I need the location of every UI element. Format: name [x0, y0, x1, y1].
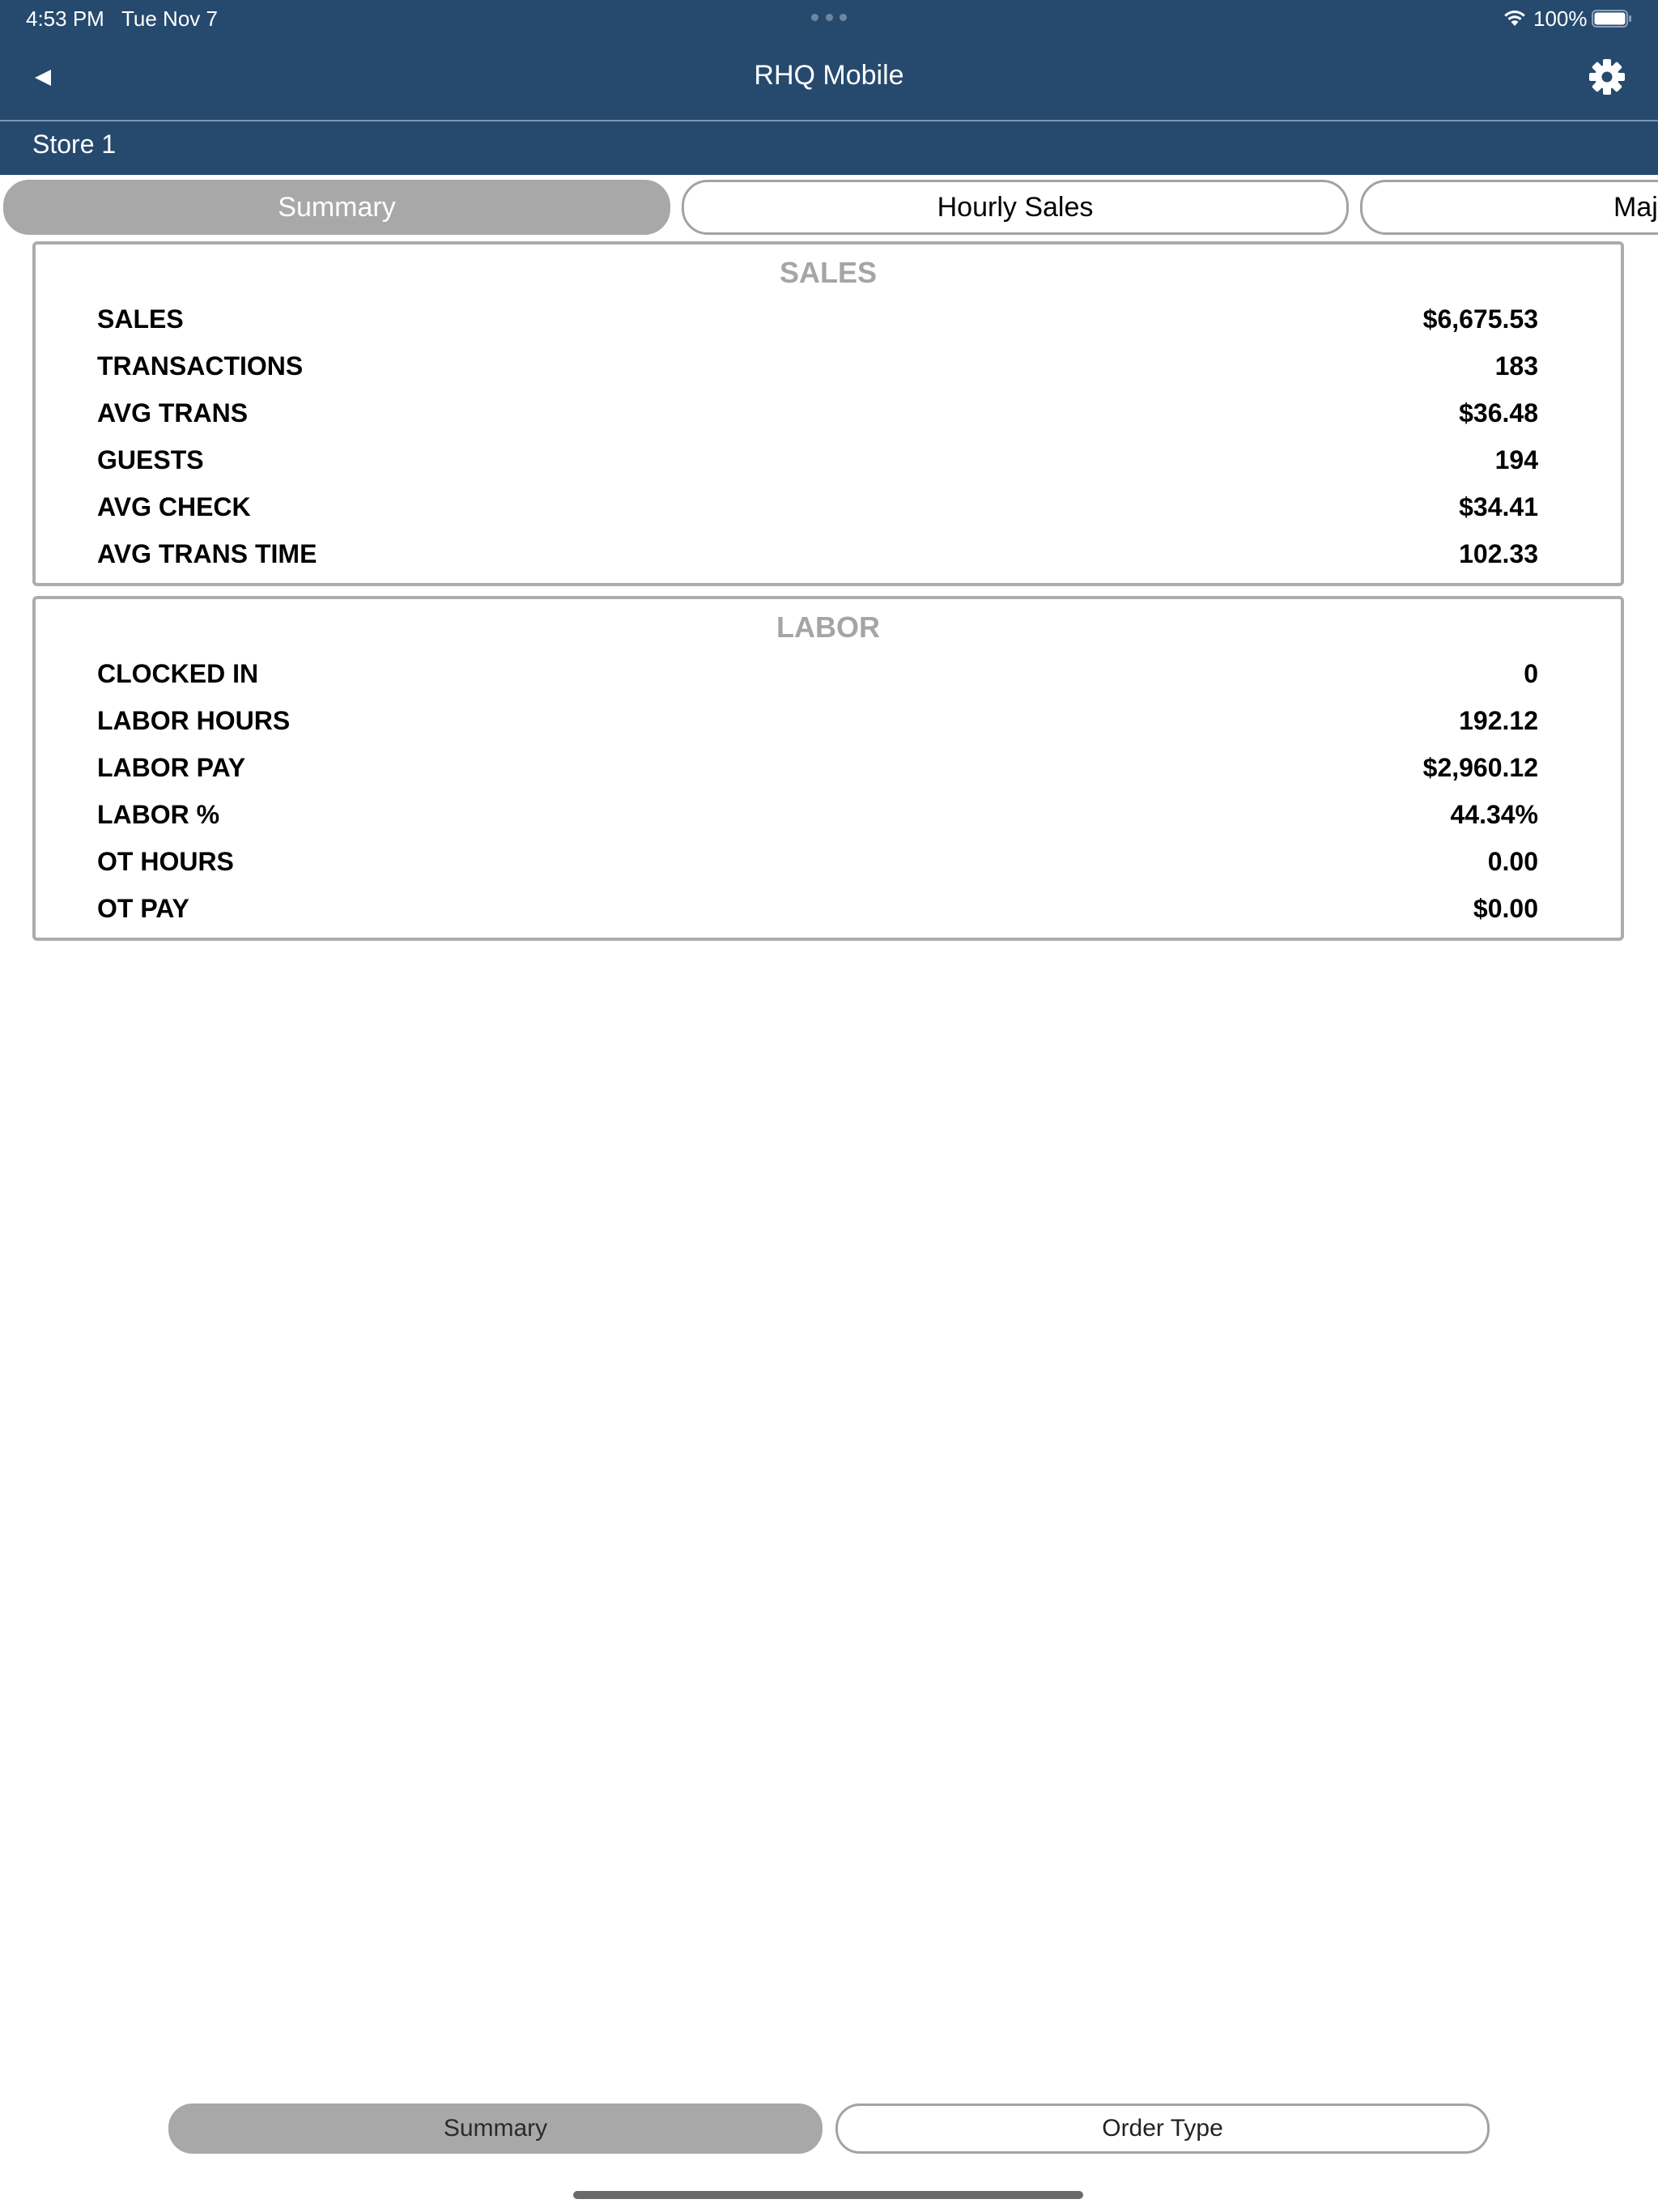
- ot-pay-row: [97, 886, 1538, 933]
- labor-panel: [32, 596, 1624, 941]
- ot-hours-row: [97, 839, 1538, 886]
- labor-pay-row: [97, 745, 1538, 792]
- row-value: 102.33: [1459, 539, 1538, 568]
- tab-hourly-sales[interactable]: Hourly Sales: [682, 180, 1349, 235]
- home-indicator: [573, 2191, 1083, 2199]
- row-value: $0.00: [1473, 894, 1538, 923]
- guests-row: [97, 437, 1538, 484]
- multitasking-dots-icon[interactable]: [811, 14, 847, 22]
- sales-panel: [32, 241, 1624, 586]
- header: [0, 0, 1658, 175]
- battery-icon: [1592, 10, 1632, 28]
- gear-icon[interactable]: [1587, 57, 1627, 97]
- labor-hours-row: [97, 698, 1538, 745]
- avg-trans-time-row: [97, 531, 1538, 578]
- row-label: OT HOURS: [97, 847, 234, 876]
- row-label: AVG TRANS TIME: [97, 539, 317, 568]
- labor-panel-title: LABOR: [776, 610, 880, 644]
- page-title: RHQ Mobile: [754, 60, 904, 91]
- row-value: 0.00: [1487, 847, 1538, 876]
- sales-panel-title: SALES: [779, 256, 878, 289]
- avg-trans-row: [97, 390, 1538, 437]
- tab-summary[interactable]: Summary: [3, 180, 670, 235]
- bottom-tab-order-type[interactable]: Order Type: [835, 2104, 1490, 2154]
- status-bar: [0, 0, 1658, 37]
- sales-row: [97, 296, 1538, 343]
- labor-percent-row: [97, 792, 1538, 839]
- report-tabs: [0, 180, 1658, 235]
- row-label: OT PAY: [97, 894, 189, 923]
- nav-divider: [0, 120, 1658, 121]
- row-value: 44.34%: [1450, 800, 1538, 829]
- row-label: SALES: [97, 304, 184, 334]
- bottom-tab-summary[interactable]: Summary: [168, 2104, 823, 2154]
- row-value: $34.41: [1459, 492, 1538, 521]
- status-time: 4:53 PM: [26, 6, 104, 31]
- nav-bar: [0, 37, 1658, 120]
- battery-percent: 100%: [1533, 6, 1588, 31]
- row-label: AVG TRANS: [97, 398, 249, 428]
- row-value: 0: [1524, 659, 1538, 688]
- row-value: 183: [1494, 351, 1538, 381]
- status-date: Tue Nov 7: [121, 6, 218, 31]
- row-value: $6,675.53: [1422, 304, 1538, 334]
- row-label: LABOR HOURS: [97, 706, 291, 735]
- avg-check-row: [97, 484, 1538, 531]
- row-label: GUESTS: [97, 445, 204, 474]
- row-label: LABOR %: [97, 800, 220, 829]
- row-value: $2,960.12: [1422, 753, 1538, 782]
- row-value: 194: [1494, 445, 1538, 474]
- row-value: 192.12: [1459, 706, 1538, 735]
- tab-major[interactable]: Maj: [1360, 180, 1658, 235]
- row-label: CLOCKED IN: [97, 659, 259, 688]
- row-label: TRANSACTIONS: [97, 351, 304, 381]
- row-label: AVG CHECK: [97, 492, 251, 521]
- wifi-icon: [1503, 8, 1527, 28]
- transactions-row: [97, 343, 1538, 390]
- row-label: LABOR PAY: [97, 753, 246, 782]
- store-name: Store 1: [32, 130, 117, 159]
- clocked-in-row: [97, 651, 1538, 698]
- row-value: $36.48: [1459, 398, 1538, 428]
